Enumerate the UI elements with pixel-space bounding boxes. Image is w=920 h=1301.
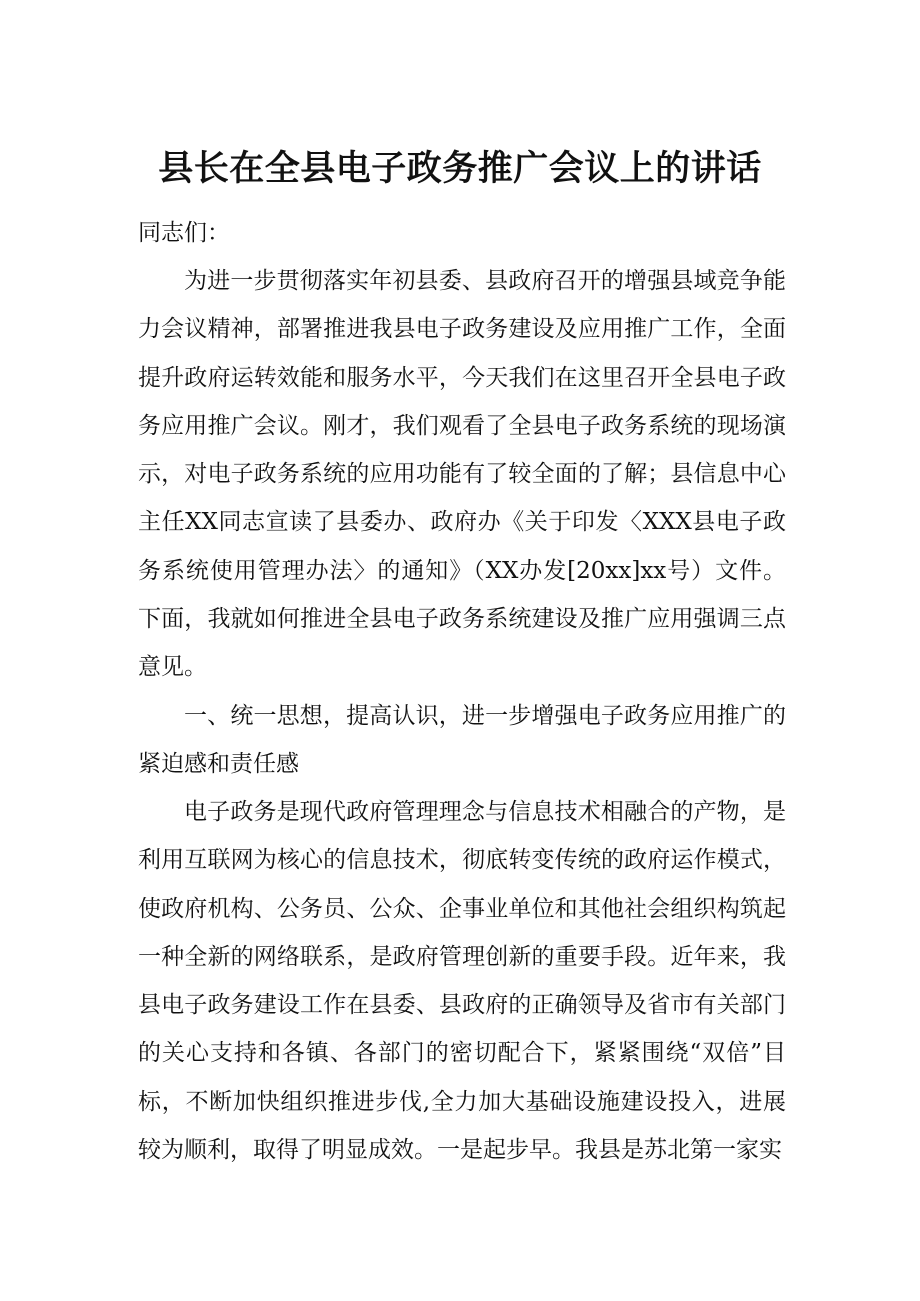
paragraph-section-1: 电子政务是现代政府管理理念与信息技术相融合的产物，是利用互联网为核心的信息技术，彻底转变传统的政府运作模式，使政府机构、公务员、公众、企事业单位和其他社会组织构筑起一种全新的网络联系，是政府管理创新的重要手段。近年来，我县电子政务建设工作在县委、县政府的正确领导及省市有关部门的关心支持和各镇、各部门的密切配合下，紧紧围绕“双倍”目标，不断加快组织推进步伐,全力加大基础设施建设投入，进展较为顺利，取得了明显成效。一是起步早。我县是苏北第一家实 [138, 799, 786, 1164]
paragraph-intro: 为进一步贯彻落实年初县委、县政府召开的增强县域竞争能力会议精神，部署推进我县电子政务建设及应用推广工作，全面提升政府运转效能和服务水平，今天我们在这里召开全县电子政务应用推广会议。刚才，我们观看了全县电子政务系统的现场演示，对电子政务系统的应用功能有了较全面的了解；县信息中心主任XX同志宣读了县委办、政府办《关于印发〈XXX县电子政务系统使用管理办法〉的通知》（XX办发[20xx]xx号）文件。下面，我就如何推进全县电子政务系统建设及推广应用强调三点意见。 [138, 268, 786, 681]
section-heading-1: 一、统一思想，提高认识，进一步增强电子政务应用推广的紧迫感和责任感 [138, 703, 786, 778]
salutation: 同志们： [138, 220, 230, 246]
document-title: 县长在全县电子政务推广会议上的讲话 [158, 149, 762, 189]
